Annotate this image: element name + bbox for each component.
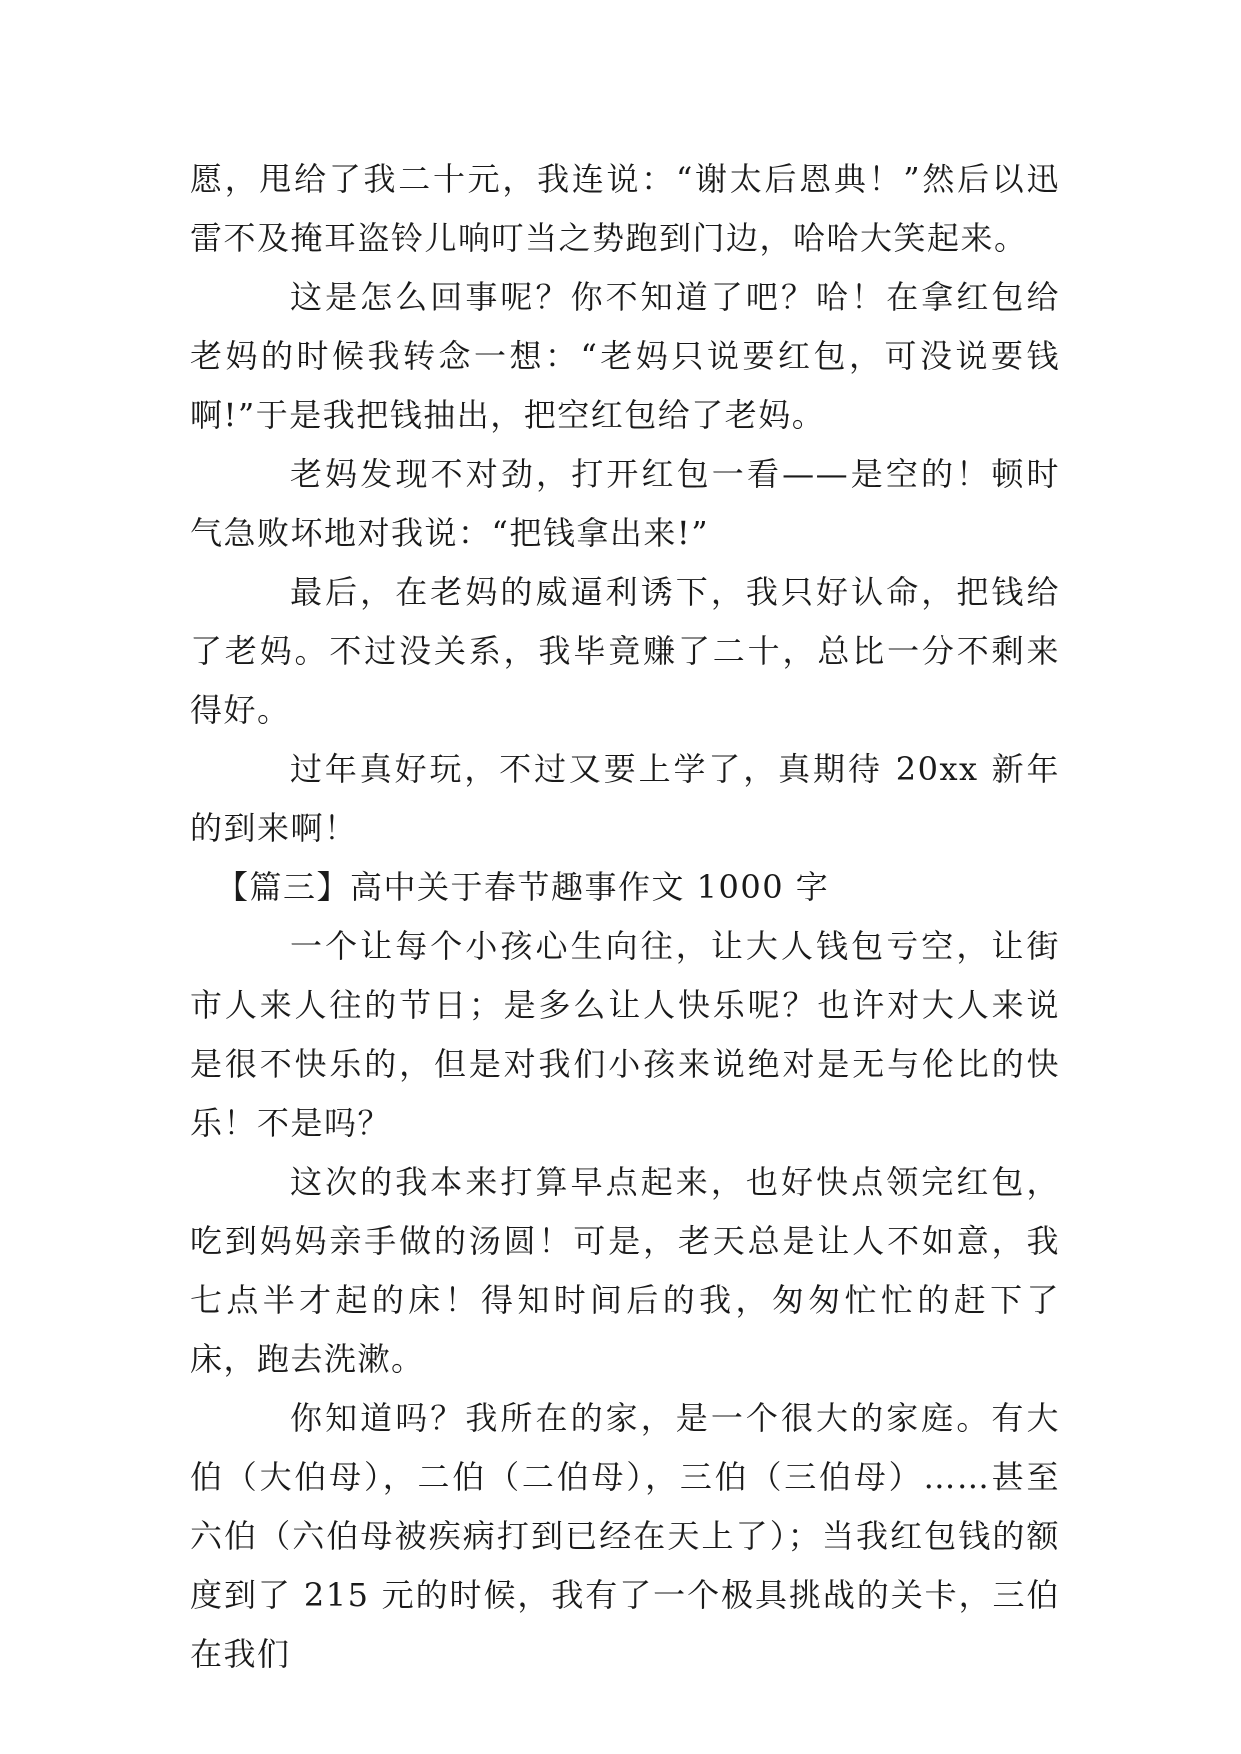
document-page [190, 150, 1060, 1684]
paragraph-5: 过年真好玩，不过又要上学了，真期待 20xx 新年的到来啊！ [190, 750, 1060, 847]
paragraph-4: 最后，在老妈的威逼利诱下，我只好认命，把钱给了老妈。不过没关系，我毕竟赚了二十，总比一分不剩来得好。 [190, 573, 1060, 729]
section-paragraph-2: 这次的我本来打算早点起来，也好快点领完红包，吃到妈妈亲手做的汤圆！可是，老天总是让人不如意，我七点半才起的床！得知时间后的我，匆匆忙忙的赶下了床，跑去洗漱。 [190, 1163, 1060, 1378]
paragraph-2: 这是怎么回事呢？你不知道了吧？哈！在拿红包给老妈的时候我转念一想：“老妈只说要红包，可没说要钱啊!”于是我把钱抽出，把空红包给了老妈。 [190, 278, 1060, 434]
section-heading: 【篇三】高中关于春节趣事作文 1000 字 [216, 868, 830, 906]
section-paragraph-3: 你知道吗？我所在的家，是一个很大的家庭。有大伯（大伯母），二伯（二伯母），三伯（三伯母）……甚至六伯（六伯母被疾病打到已经在天上了）；当我红包钱的额度到了 215 元的时候，我有了一个极具挑战的关卡，三伯在我们 [190, 1399, 1060, 1673]
paragraph-1: 愿，甩给了我二十元，我连说：“谢太后恩典！”然后以迅雷不及掩耳盗铃儿响叮当之势跑到门边，哈哈大笑起来。 [190, 160, 1060, 257]
section-paragraph-1: 一个让每个小孩心生向往，让大人钱包亏空，让街市人来人往的节日；是多么让人快乐呢？也许对大人来说是很不快乐的，但是对我们小孩来说绝对是无与伦比的快乐！不是吗？ [190, 927, 1060, 1142]
paragraph-3: 老妈发现不对劲，打开红包一看——是空的！顿时气急败坏地对我说：“把钱拿出来!” [190, 455, 1060, 552]
